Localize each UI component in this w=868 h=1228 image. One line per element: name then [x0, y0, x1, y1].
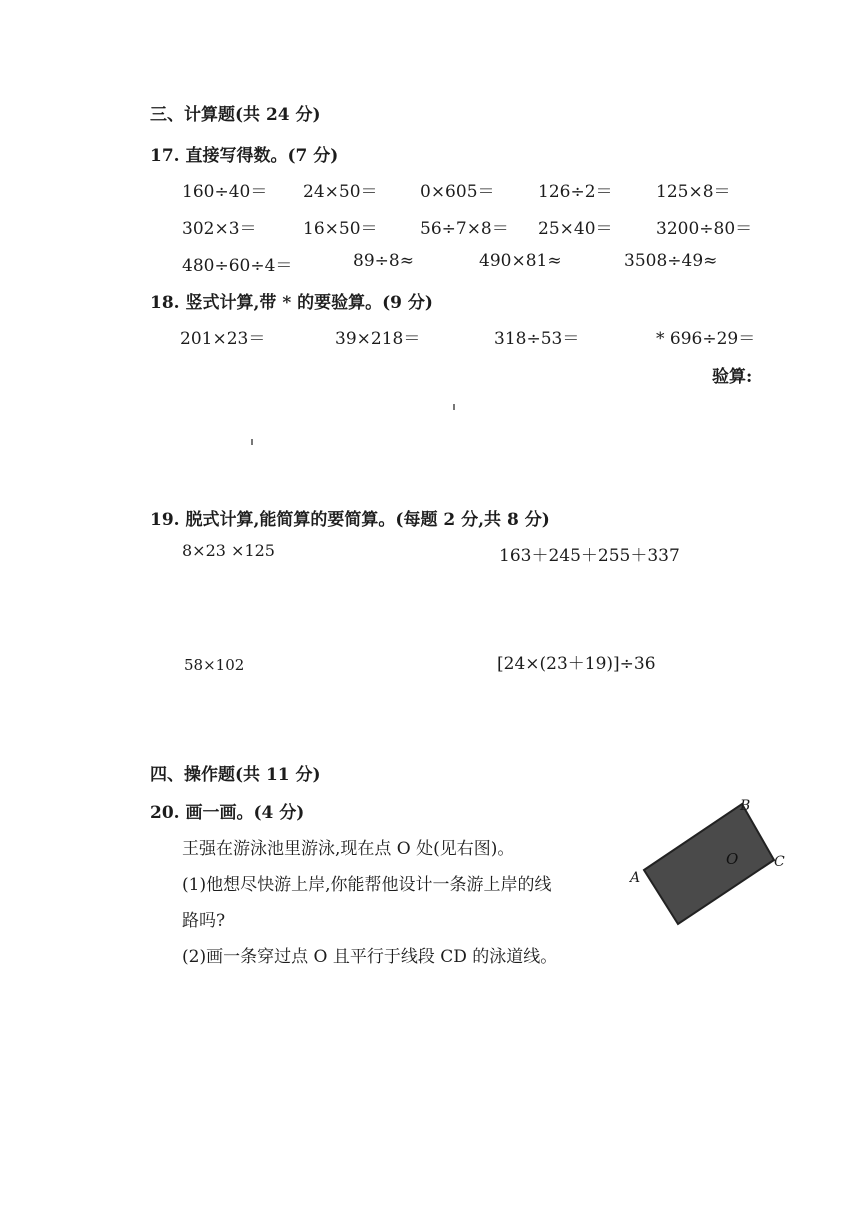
q18-item: * 696÷29＝: [656, 329, 756, 349]
q17-item: 480÷60÷4＝: [182, 256, 293, 276]
q17-item: 56÷7×8＝: [420, 219, 509, 239]
q17-item: 89÷8≈: [353, 251, 414, 271]
q19-item: 163＋245＋255＋337: [499, 546, 680, 566]
q19-item: 8×23 ×125: [182, 541, 275, 560]
section-3-title: 三、计算题(共 24 分): [150, 105, 321, 125]
q17-item: 125×8＝: [656, 182, 731, 202]
label-c: C: [774, 854, 785, 870]
q17-item: 160÷40＝: [182, 182, 268, 202]
q18-check-label: 验算:: [712, 367, 753, 387]
label-a: A: [630, 870, 641, 886]
q20-line: (1)他想尽快游上岸,你能帮他设计一条游上岸的线: [182, 875, 552, 895]
q17-title: 17. 直接写得数。(7 分): [150, 146, 339, 166]
q19-title: 19. 脱式计算,能简算的要简算。(每题 2 分,共 8 分): [150, 510, 550, 530]
q17-item: 0×605＝: [420, 182, 495, 202]
scan-speck: [453, 404, 455, 410]
label-o: O: [726, 850, 739, 868]
q20-line: 路吗?: [182, 911, 226, 931]
q17-item: 490×81≈: [479, 251, 562, 271]
q17-item: 25×40＝: [538, 219, 613, 239]
q20-line: 王强在游泳池里游泳,现在点 O 处(见右图)。: [182, 839, 515, 859]
q18-item: 201×23＝: [180, 329, 266, 349]
section-4-title: 四、操作题(共 11 分): [150, 765, 321, 785]
q17-item: 126÷2＝: [538, 182, 613, 202]
q18-item: 39×218＝: [335, 329, 421, 349]
q17-item: 3508÷49≈: [624, 251, 718, 271]
q18-title: 18. 竖式计算,带 * 的要验算。(9 分): [150, 293, 433, 313]
label-b: B: [740, 798, 751, 814]
q17-item: 16×50＝: [303, 219, 378, 239]
pool-figure: [620, 790, 800, 940]
q18-item: 318÷53＝: [494, 329, 580, 349]
q19-item: 58×102: [184, 656, 245, 674]
q17-item: 24×50＝: [303, 182, 378, 202]
q20-line: (2)画一条穿过点 O 且平行于线段 CD 的泳道线。: [182, 947, 558, 967]
q17-item: 3200÷80＝: [656, 219, 753, 239]
q20-title: 20. 画一画。(4 分): [150, 803, 305, 823]
scan-speck: [251, 439, 253, 445]
q19-item: [24×(23＋19)]÷36: [497, 654, 656, 674]
q17-item: 302×3＝: [182, 219, 257, 239]
pool-rectangle: [644, 804, 774, 924]
